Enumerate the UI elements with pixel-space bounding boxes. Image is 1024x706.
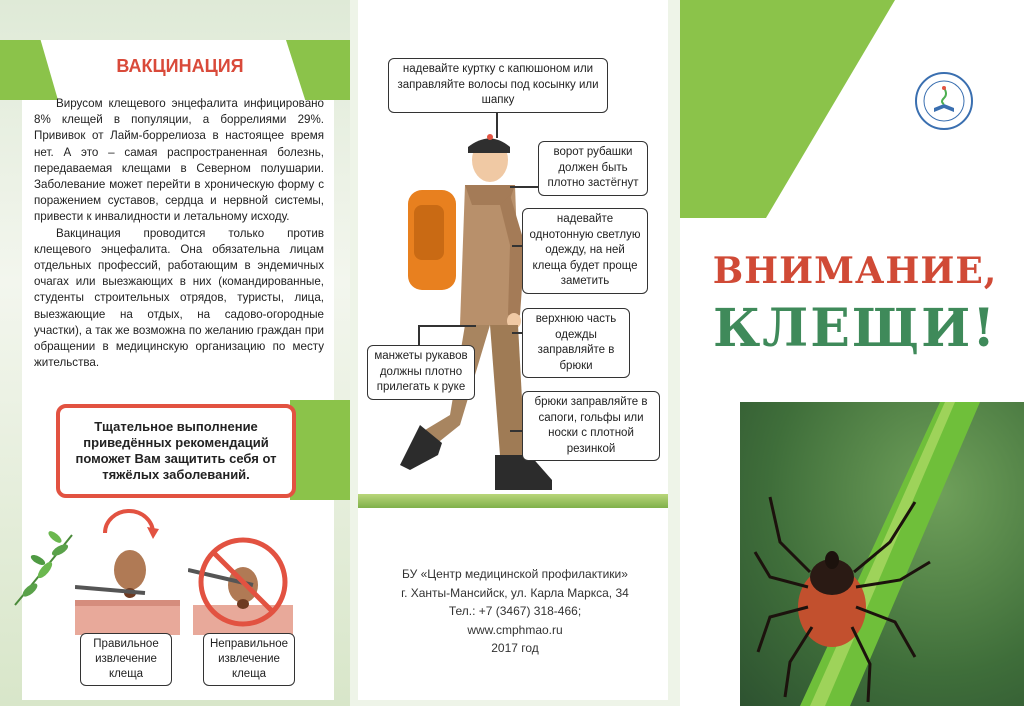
callout-hood: надевайте куртку с капюшоном или заправляйте волосы под косынку или шапку [388, 58, 608, 113]
callout-tuck-top: верхнюю часть одежды заправляйте в брюки [522, 308, 630, 378]
incorrect-removal-caption: Неправильное извлечение клеща [203, 633, 295, 686]
contact-year: 2017 год [491, 641, 539, 655]
clothing-panel [350, 0, 680, 706]
contact-address: г. Ханты-Мансийск, ул. Карла Маркса, 34 [401, 585, 629, 600]
callout-collar: ворот рубашки должен быть плотно застёгнут [538, 141, 648, 196]
green-accent-block [290, 400, 350, 500]
vaccination-paragraph-2: Вакцинация проводится только против клещевого энцефалита. Она обязательна лицам отдельных профессий, работающим в эндемичных очагах или выезжающих в них (командированные, студенты строительных отрядов, туристы, лица, выезжающие на отдых, на садово-огородные участки), а так же возможна по желанию граждан при обращении в медицинскую организацию по месту жительства. [34, 226, 324, 370]
callout-light-clothes: надевайте однотонную светлую одежду, на ней клеща будет проще заметить [522, 208, 648, 294]
vaccination-paragraph-1: Вирусом клещевого энцефалита инфицировано 8% клещей в популяции, а боррелиями 29%. Прививок от Лайм-боррелиоза в настоящее время нет. А это – самая распространенная болезнь, передаваемая клещами в Северном полушарии. Заболевание может перейти в хроническую форму с поражением суставов, сердца и нервной системы, привести к инвалидности и летальному исходу. [34, 97, 324, 224]
callout-trousers: брюки заправляйте в сапоги, гольфы или носки с плотной резинкой [522, 391, 660, 461]
tick-on-grass-photo [740, 402, 1024, 706]
vaccination-title: ВАКЦИНАЦИЯ [116, 56, 244, 76]
leaf-branch-icon [10, 515, 80, 610]
vaccination-panel [0, 0, 350, 706]
green-accent-shape [680, 0, 895, 218]
contact-website: www.cmphmao.ru [467, 622, 563, 637]
callout-cuffs: манжеты рукавов должны плотно прилегать к руке [367, 345, 475, 400]
warning-box: Тщательное выполнение приведённых рекомендаций поможет Вам защитить себя от тяжёлых заболеваний. [56, 404, 296, 498]
organization-logo-icon [915, 72, 973, 130]
cover-title-line1: ВНИМАНИЕ, [712, 250, 998, 292]
cover-panel [680, 0, 1024, 706]
correct-removal-illustration [75, 505, 180, 635]
correct-removal-caption: Правильное извлечение клеща [80, 633, 172, 686]
contact-phone: Тел.: +7 (3467) 318-466; [448, 604, 582, 618]
incorrect-removal-illustration [188, 530, 298, 635]
vaccination-text [34, 96, 324, 371]
contact-info [382, 565, 648, 658]
contact-org: БУ «Центр медицинской профилактики» [402, 567, 628, 581]
cover-title-line2: КЛЕЩИ! [712, 298, 998, 359]
